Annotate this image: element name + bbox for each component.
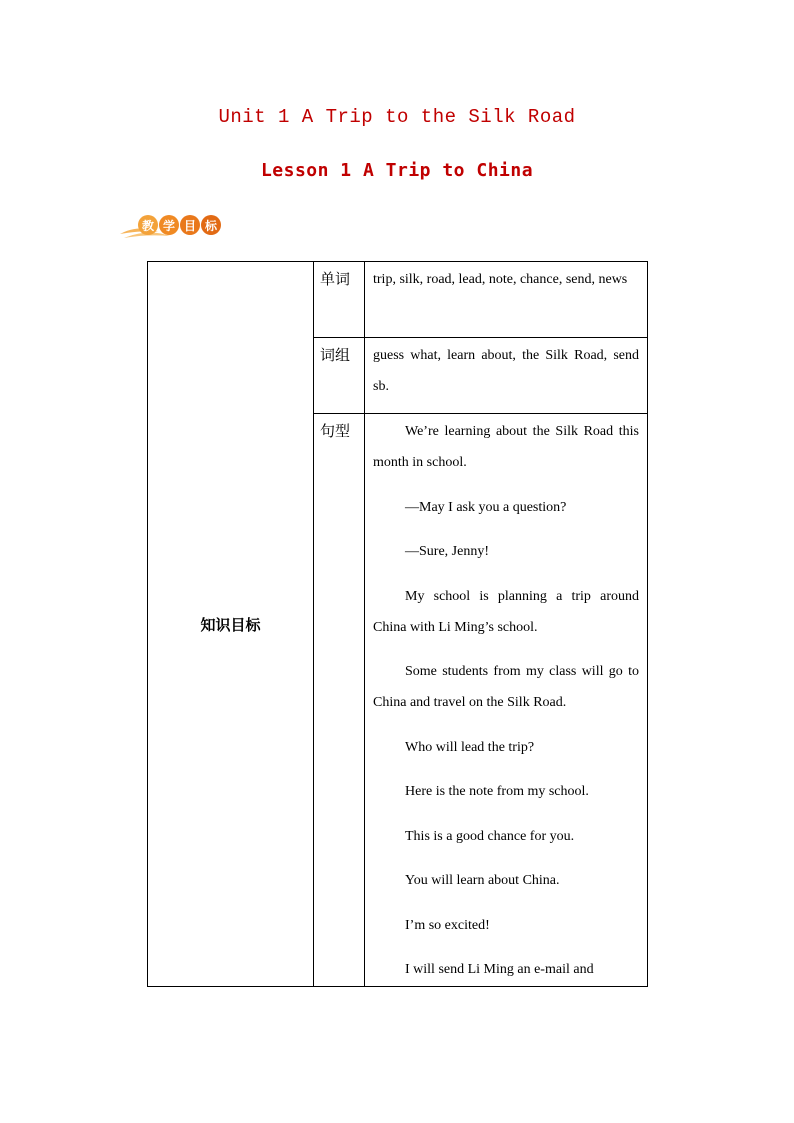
sentence: —Sure, Jenny! bbox=[405, 544, 489, 559]
type-cell bbox=[314, 414, 365, 987]
type-label: 句型 bbox=[320, 422, 351, 440]
badge-char-2: 学 bbox=[159, 215, 179, 235]
category-label: 知识目标 bbox=[200, 615, 261, 634]
type-label: 单词 bbox=[320, 270, 351, 288]
sentence: Who will lead the trip? bbox=[405, 739, 535, 755]
lesson-title: Lesson 1 A Trip to China bbox=[260, 160, 534, 181]
sentence: I will send Li Ming an e-mail and bbox=[405, 962, 594, 977]
sentences-list bbox=[365, 414, 647, 986]
sentence: My school is planning a trip around China with Li Ming’s school. bbox=[373, 588, 639, 635]
sentence: You will learn about China. bbox=[405, 873, 560, 888]
phrases-cell: guess what, learn about, the Silk Road, send sb. bbox=[365, 338, 648, 414]
type-cell bbox=[314, 262, 365, 338]
unit-title: Unit 1 A Trip to the Silk Road bbox=[218, 106, 576, 128]
category-cell bbox=[148, 262, 314, 987]
badge-char-1: 教 bbox=[138, 215, 158, 235]
type-cell bbox=[314, 338, 365, 414]
goals-table bbox=[147, 261, 648, 987]
sentence: This is a good chance for you. bbox=[405, 828, 575, 844]
table-row bbox=[148, 262, 648, 338]
sentence: —May I ask you a question? bbox=[405, 499, 567, 515]
type-label: 词组 bbox=[320, 346, 351, 364]
sentence: I’m so excited! bbox=[405, 917, 490, 933]
sentence: We’re learning about the Silk Road this month in school. bbox=[373, 424, 639, 470]
teaching-goals-badge bbox=[118, 212, 228, 242]
badge-char-3: 目 bbox=[180, 215, 200, 235]
sentence: Here is the note from my school. bbox=[405, 784, 589, 799]
sentence: Some students from my class will go to China and travel on the Silk Road. bbox=[373, 664, 639, 710]
badge-char-4: 标 bbox=[201, 215, 221, 235]
sentences-cell bbox=[365, 414, 648, 987]
words-cell: trip, silk, road, lead, note, chance, send, news bbox=[365, 262, 648, 338]
